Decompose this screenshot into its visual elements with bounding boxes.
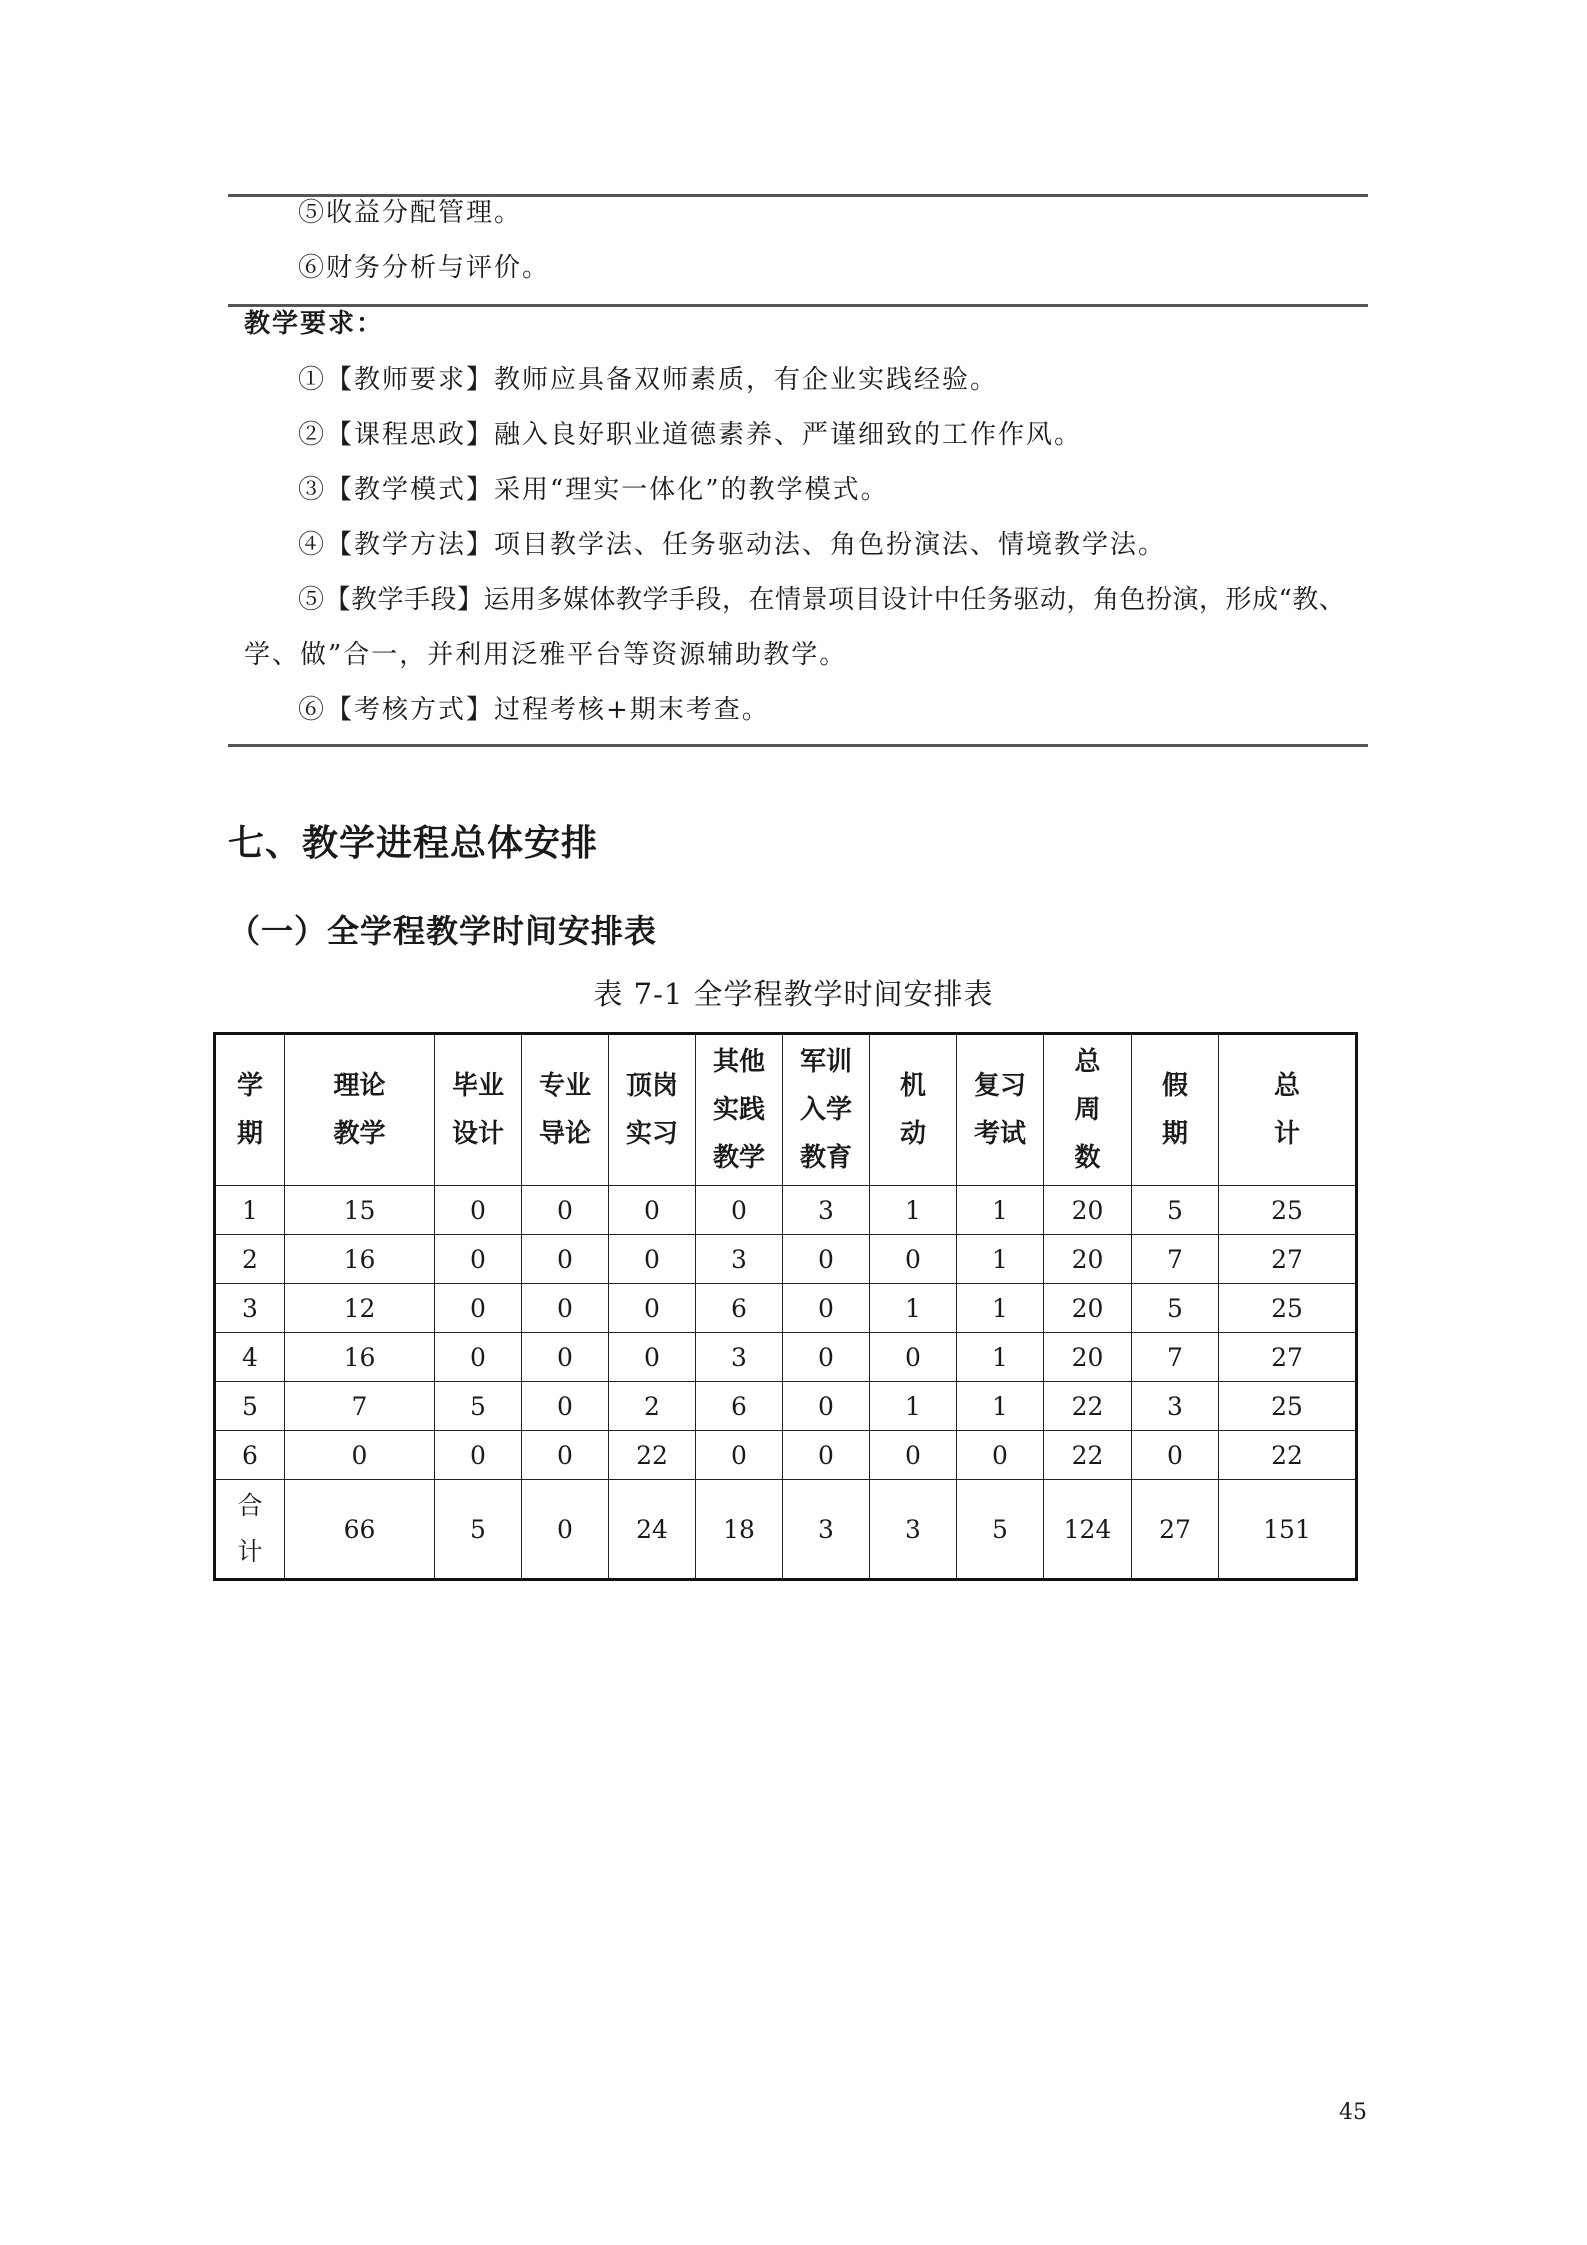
table-cell: 0 bbox=[435, 1333, 522, 1382]
table-cell: 3 bbox=[696, 1235, 783, 1284]
table-cell: 20 bbox=[1044, 1186, 1132, 1235]
table-cell: 0 bbox=[435, 1235, 522, 1284]
requirement-item: ②【课程思政】融入良好职业道德素养、严谨细致的工作作风。 bbox=[298, 420, 1083, 450]
table-header-row bbox=[215, 1034, 1357, 1186]
schedule-table bbox=[213, 1032, 1358, 1581]
table-cell: 27 bbox=[1219, 1235, 1357, 1284]
table-cell: 0 bbox=[609, 1186, 696, 1235]
table-cell: 2 bbox=[609, 1382, 696, 1431]
table-cell: 0 bbox=[285, 1431, 435, 1480]
header-cell: 总周数 bbox=[1044, 1034, 1132, 1186]
section-title: 七、教学进程总体安排 bbox=[228, 823, 599, 864]
table-total-row bbox=[215, 1480, 1357, 1580]
table-cell: 1 bbox=[957, 1382, 1044, 1431]
table-cell: 2 bbox=[215, 1235, 285, 1284]
table-cell: 22 bbox=[1044, 1431, 1132, 1480]
table-cell: 7 bbox=[1132, 1235, 1219, 1284]
table-row bbox=[215, 1284, 1357, 1333]
table-cell: 3 bbox=[696, 1333, 783, 1382]
header-cell: 假期 bbox=[1132, 1034, 1219, 1186]
header-cell: 复习考试 bbox=[957, 1034, 1044, 1186]
table-cell: 16 bbox=[285, 1235, 435, 1284]
table-cell: 6 bbox=[215, 1431, 285, 1480]
table-cell: 20 bbox=[1044, 1333, 1132, 1382]
table-cell: 4 bbox=[215, 1333, 285, 1382]
table-cell: 25 bbox=[1219, 1284, 1357, 1333]
table-cell: 0 bbox=[783, 1333, 870, 1382]
table-cell: 22 bbox=[1219, 1431, 1357, 1480]
header-cell: 专业导论 bbox=[522, 1034, 609, 1186]
table-cell: 0 bbox=[870, 1431, 957, 1480]
bottom-rule bbox=[228, 744, 1368, 747]
table-cell: 0 bbox=[435, 1186, 522, 1235]
table-cell: 0 bbox=[783, 1382, 870, 1431]
table-cell: 12 bbox=[285, 1284, 435, 1333]
table-cell: 1 bbox=[870, 1186, 957, 1235]
table-cell: 5 bbox=[435, 1382, 522, 1431]
table-cell: 151 bbox=[1219, 1480, 1357, 1580]
table-cell: 0 bbox=[522, 1284, 609, 1333]
requirement-item-continued: 学、做”合一，并利用泛雅平台等资源辅助教学。 bbox=[244, 640, 848, 670]
table-cell: 1 bbox=[957, 1186, 1044, 1235]
subsection-title: （一）全学程教学时间安排表 bbox=[228, 912, 658, 950]
table-cell: 20 bbox=[1044, 1284, 1132, 1333]
table-cell: 0 bbox=[783, 1284, 870, 1333]
table-caption: 表 7-1 全学程教学时间安排表 bbox=[593, 977, 994, 1011]
requirements-title: 教学要求： bbox=[244, 309, 385, 339]
table-cell: 1 bbox=[957, 1333, 1044, 1382]
header-cell: 顶岗实习 bbox=[609, 1034, 696, 1186]
table-cell: 0 bbox=[783, 1235, 870, 1284]
table-row bbox=[215, 1382, 1357, 1431]
header-cell: 毕业设计 bbox=[435, 1034, 522, 1186]
header-cell: 机动 bbox=[870, 1034, 957, 1186]
table-cell: 0 bbox=[870, 1333, 957, 1382]
header-cell: 总计 bbox=[1219, 1034, 1357, 1186]
table-cell: 5 bbox=[435, 1480, 522, 1580]
table-cell: 0 bbox=[435, 1431, 522, 1480]
table-cell: 0 bbox=[522, 1382, 609, 1431]
table-cell: 20 bbox=[1044, 1235, 1132, 1284]
table-cell: 0 bbox=[609, 1333, 696, 1382]
table-cell: 27 bbox=[1132, 1480, 1219, 1580]
requirement-item: ⑤【教学手段】运用多媒体教学手段，在情景项目设计中任务驱动，角色扮演，形成“教、 bbox=[298, 585, 1346, 615]
table-cell: 0 bbox=[696, 1431, 783, 1480]
table-cell: 5 bbox=[1132, 1186, 1219, 1235]
table-cell: 1 bbox=[957, 1235, 1044, 1284]
divider-rule bbox=[228, 304, 1368, 307]
table-cell: 1 bbox=[870, 1382, 957, 1431]
table-cell: 合计 bbox=[215, 1480, 285, 1580]
table-row bbox=[215, 1431, 1357, 1480]
table-cell: 6 bbox=[696, 1284, 783, 1333]
header-cell: 军训入学教育 bbox=[783, 1034, 870, 1186]
list-item: ⑤收益分配管理。 bbox=[298, 198, 523, 228]
table-cell: 0 bbox=[522, 1333, 609, 1382]
table-body bbox=[215, 1186, 1357, 1480]
table-cell: 124 bbox=[1044, 1480, 1132, 1580]
table-cell: 18 bbox=[696, 1480, 783, 1580]
table-cell: 22 bbox=[609, 1431, 696, 1480]
requirement-item: ③【教学模式】采用“理实一体化”的教学模式。 bbox=[298, 475, 889, 505]
requirement-item: ⑥【考核方式】过程考核+期末考查。 bbox=[298, 695, 770, 725]
table-cell: 0 bbox=[522, 1235, 609, 1284]
table-cell: 3 bbox=[783, 1480, 870, 1580]
requirement-item: ④【教学方法】项目教学法、任务驱动法、角色扮演法、情境教学法。 bbox=[298, 530, 1167, 560]
table-cell: 3 bbox=[870, 1480, 957, 1580]
table-cell: 0 bbox=[870, 1235, 957, 1284]
table-cell: 1 bbox=[870, 1284, 957, 1333]
header-cell: 学期 bbox=[215, 1034, 285, 1186]
table-row bbox=[215, 1333, 1357, 1382]
table-cell: 0 bbox=[435, 1284, 522, 1333]
table-cell: 1 bbox=[215, 1186, 285, 1235]
table-cell: 5 bbox=[957, 1480, 1044, 1580]
requirement-item: ①【教师要求】教师应具备双师素质，有企业实践经验。 bbox=[298, 365, 999, 395]
table-cell: 24 bbox=[609, 1480, 696, 1580]
table-cell: 3 bbox=[215, 1284, 285, 1333]
table-cell: 22 bbox=[1044, 1382, 1132, 1431]
table-cell: 3 bbox=[1132, 1382, 1219, 1431]
table-cell: 1 bbox=[957, 1284, 1044, 1333]
table-cell: 0 bbox=[696, 1186, 783, 1235]
table-cell: 0 bbox=[609, 1235, 696, 1284]
table-cell: 0 bbox=[522, 1186, 609, 1235]
table-cell: 25 bbox=[1219, 1186, 1357, 1235]
table-cell: 0 bbox=[522, 1431, 609, 1480]
table-cell: 66 bbox=[285, 1480, 435, 1580]
table-cell: 16 bbox=[285, 1333, 435, 1382]
table-cell: 0 bbox=[783, 1431, 870, 1480]
list-item: ⑥财务分析与评价。 bbox=[298, 253, 551, 283]
header-cell: 理论教学 bbox=[285, 1034, 435, 1186]
table-cell: 0 bbox=[1132, 1431, 1219, 1480]
table-cell: 0 bbox=[609, 1284, 696, 1333]
table-cell: 27 bbox=[1219, 1333, 1357, 1382]
table-cell: 7 bbox=[285, 1382, 435, 1431]
table-cell: 0 bbox=[957, 1431, 1044, 1480]
table-cell: 15 bbox=[285, 1186, 435, 1235]
table-cell: 7 bbox=[1132, 1333, 1219, 1382]
table-cell: 3 bbox=[783, 1186, 870, 1235]
table-cell: 25 bbox=[1219, 1382, 1357, 1431]
table-row bbox=[215, 1186, 1357, 1235]
table-cell: 5 bbox=[215, 1382, 285, 1431]
header-cell: 其他实践教学 bbox=[696, 1034, 783, 1186]
table-cell: 5 bbox=[1132, 1284, 1219, 1333]
table-row bbox=[215, 1235, 1357, 1284]
page-number: 45 bbox=[1339, 2100, 1367, 2125]
table-cell: 0 bbox=[522, 1480, 609, 1580]
table-cell: 6 bbox=[696, 1382, 783, 1431]
